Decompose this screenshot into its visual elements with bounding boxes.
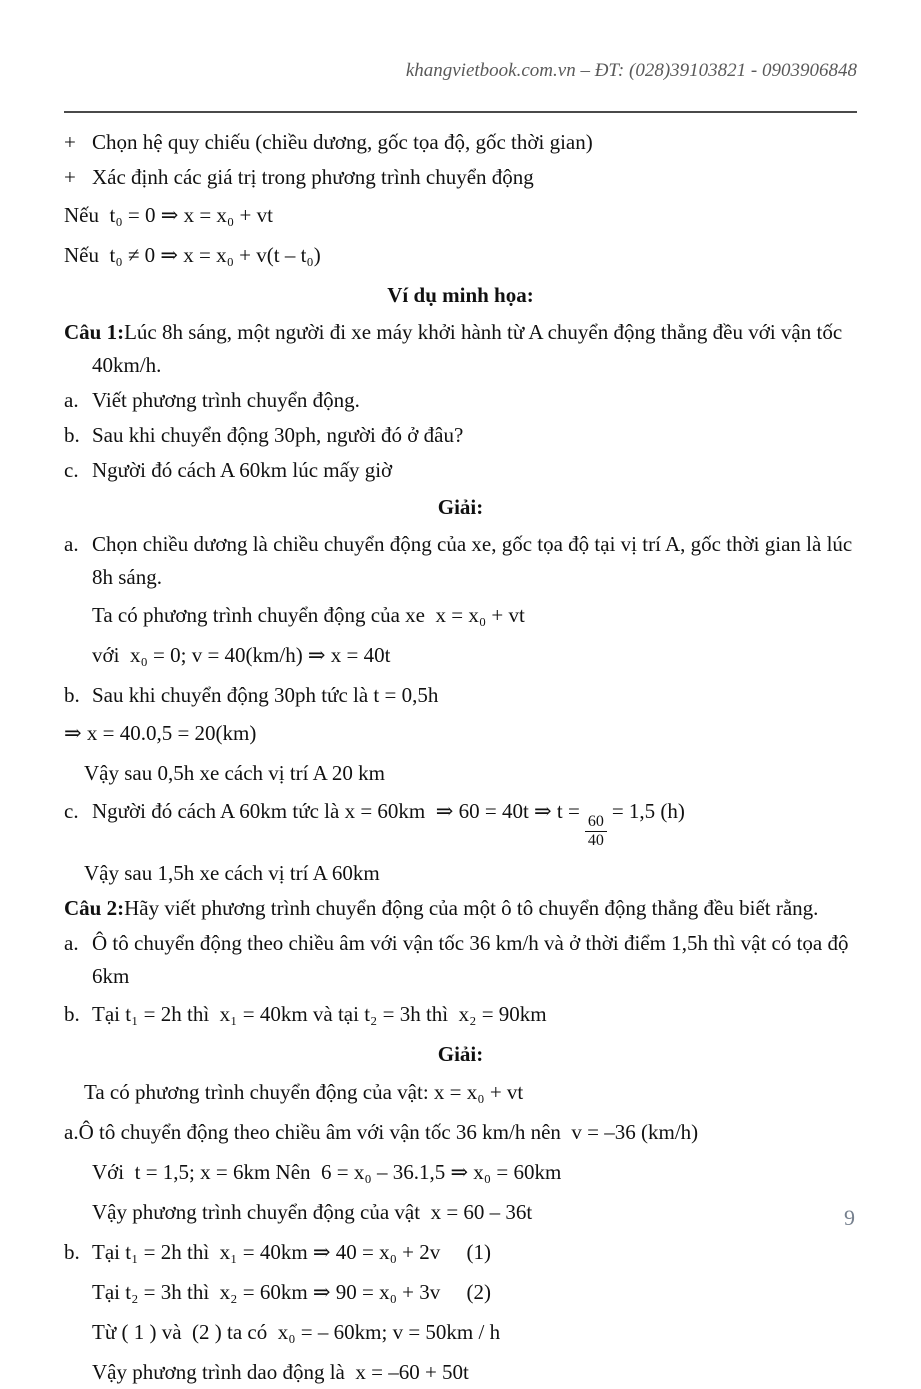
solution-2b-eq2: Tại t₂ = 3h thì x₂ = 60km ⇒ 90 = x₀ + 3v (2) [92, 1280, 491, 1304]
item-marker: b. [64, 423, 80, 447]
item-text: Sau khi chuyển động 30ph, người đó ở đâu? [92, 423, 464, 447]
item-marker: b. [64, 1002, 80, 1026]
problem-1 [64, 316, 857, 382]
bullet-marker: + [64, 130, 76, 154]
bullet-marker: + [64, 165, 76, 189]
solution-2-part-a: a.Ô tô chuyển động theo chiều âm với vận tốc 36 km/h nên v = –36 (km/h) [64, 1120, 699, 1144]
item-text: Sau khi chuyển động 30ph tức là t = 0,5h [92, 683, 439, 707]
solution-2-general-equation: Ta có phương trình chuyển động của vật: x = x₀ + vt [84, 1080, 524, 1104]
solution-1-part-c [64, 795, 857, 850]
problem-2-item-a [64, 927, 857, 993]
equation-t0-zero: Nếu t₀ = 0 ⇒ x = x₀ + vt [64, 203, 273, 227]
fraction-denominator: 40 [587, 832, 604, 849]
equation-t0-nonzero: Nếu t₀ ≠ 0 ⇒ x = x₀ + v(t – t₀) [64, 243, 321, 267]
item-text: Tại t₁ = 2h thì x₁ = 40km ⇒ 40 = x₀ + 2v (1) [92, 1240, 491, 1264]
problem-2-label: Câu 2: [64, 896, 125, 920]
item-marker: c. [64, 799, 79, 823]
solution-1b-conclusion: Vậy sau 0,5h xe cách vị trí A 20 km [84, 761, 385, 785]
solution-1a-values: với x₀ = 0; v = 40(km/h) ⇒ x = 40t [92, 643, 391, 667]
fraction-60-40 [585, 813, 607, 850]
fraction-numerator: 60 [585, 813, 607, 832]
item-text: Chọn chiều dương là chiều chuyển động của xe, gốc tọa độ tại vị trí A, gốc thời gian là lúc 8h sáng. [92, 532, 858, 589]
solution-1c-after: = 1,5 (h) [611, 799, 685, 823]
solution-2a-values: Với t = 1,5; x = 6km Nên 6 = x₀ – 36.1,5 ⇒ x₀ = 60km [92, 1160, 562, 1184]
item-text: Viết phương trình chuyển động. [92, 388, 360, 412]
item-text: Người đó cách A 60km lúc mấy giờ [92, 458, 393, 482]
problem-1-item-c [64, 454, 857, 487]
problem-1-item-a [64, 384, 857, 417]
item-marker: b. [64, 1240, 80, 1264]
item-marker: a. [64, 931, 79, 955]
header-site-contact: khangvietbook.com.vn – ĐT: (028)39103821 - 0903906848 [405, 60, 857, 81]
problem-1-item-b [64, 419, 857, 452]
item-marker: a. [64, 532, 79, 556]
solution-1-part-a [64, 528, 857, 594]
solution-1c-conclusion: Vậy sau 1,5h xe cách vị trí A 60km [84, 861, 380, 885]
bullet-text: Chọn hệ quy chiếu (chiều dương, gốc tọa độ, gốc thời gian) [92, 130, 593, 154]
solution-2-part-b-eq1 [64, 1236, 857, 1269]
solution-1-part-b [64, 679, 857, 712]
document-body [64, 126, 857, 1389]
item-marker: a. [64, 388, 79, 412]
page-number: 9 [844, 1205, 855, 1230]
item-marker: c. [64, 458, 79, 482]
bullet-item-1 [64, 126, 857, 159]
solution-1b-equation: ⇒ x = 40.0,5 = 20(km) [64, 721, 257, 745]
solution-1c-before: Người đó cách A 60km tức là x = 60km ⇒ 60 = 40t ⇒ t = [92, 799, 580, 823]
solution-2-heading: Giải: [437, 1042, 484, 1066]
problem-2-item-b [64, 998, 857, 1031]
solution-2a-conclusion: Vậy phương trình chuyển động của vật x = 60 – 36t [92, 1200, 533, 1224]
solution-1-heading: Giải: [437, 495, 484, 519]
problem-2-text: Hãy viết phương trình chuyển động của một ô tô chuyển động thẳng đều biết rằng. [124, 896, 819, 920]
page-header [64, 38, 857, 113]
problem-1-label: Câu 1: [64, 320, 125, 344]
item-text: Tại t₁ = 2h thì x₁ = 40km và tại t₂ = 3h thì x₂ = 90km [92, 1002, 547, 1026]
solution-2b-conclusion: Vậy phương trình dao động là x = –60 + 50t [92, 1360, 469, 1384]
item-text: Ô tô chuyển động theo chiều âm với vận tốc 36 km/h và ở thời điểm 1,5h thì vật có tọa độ 6km [92, 931, 854, 988]
problem-2 [64, 892, 857, 925]
problem-1-text: Lúc 8h sáng, một người đi xe máy khởi hành từ A chuyển động thẳng đều với vận tốc 40km/h. [92, 320, 848, 377]
bullet-text: Xác định các giá trị trong phương trình chuyển động [92, 165, 534, 189]
item-text [92, 795, 857, 850]
item-marker: b. [64, 683, 80, 707]
solution-1a-equation: Ta có phương trình chuyển động của xe x = x₀ + vt [92, 603, 525, 627]
solution-2b-system-result: Từ ( 1 ) và (2 ) ta có x₀ = – 60km; v = 50km / h [92, 1320, 501, 1344]
section-heading-examples: Ví dụ minh họa: [387, 283, 534, 307]
bullet-item-2 [64, 161, 857, 194]
